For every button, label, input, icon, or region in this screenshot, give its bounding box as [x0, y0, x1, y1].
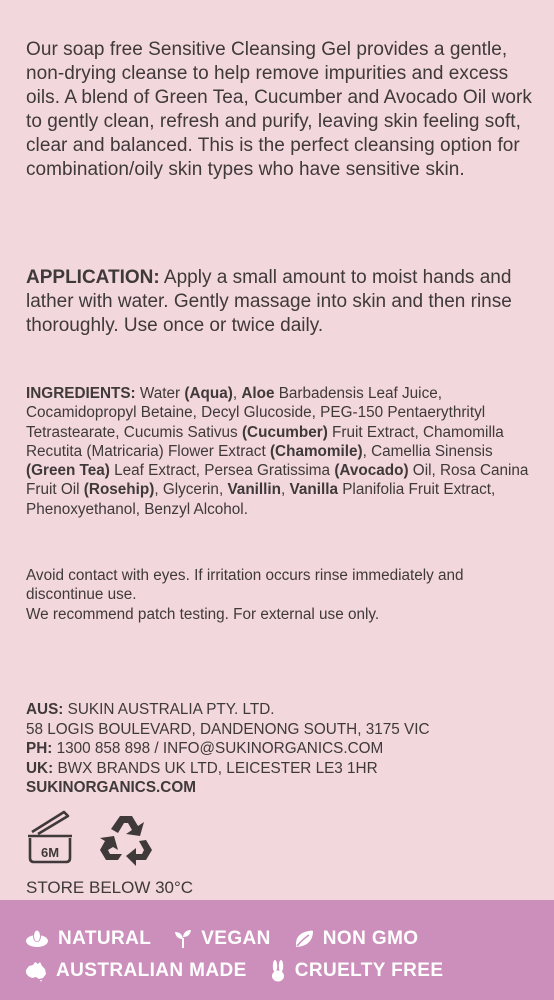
recycle-icon: [98, 810, 158, 866]
badges-row-2: [24, 960, 544, 982]
ingredient-text: Fruit Extract, Chamomilla Recutita (Matricaria) Flower Extract: [26, 423, 504, 460]
warnings-section: [26, 566, 536, 624]
badge-vegan-label: VEGAN: [201, 928, 271, 949]
application-text: Apply a small amount to moist hands and lather with water. Gently massage into skin and then rinse thoroughly. Use once or twice daily.: [26, 267, 512, 336]
ingredient-text: Leaf Extract, Persea Gratissima: [109, 462, 335, 480]
badge-cruelty-free-label: CRUELTY FREE: [294, 960, 444, 981]
ingredient-highlight: (Green Tea): [26, 462, 110, 480]
company-info: [26, 700, 546, 798]
leaf-icon: [293, 929, 315, 949]
phone-line: [26, 739, 546, 759]
badge-natural-label: NATURAL: [58, 928, 152, 949]
symbol-icons: [26, 808, 226, 868]
warning-patch-test: We recommend patch testing. For external use only.: [26, 605, 380, 623]
ingredient-highlight: (Avocado): [334, 462, 409, 480]
badge-vegan: [173, 928, 271, 950]
ingredient-highlight: (Rosehip): [83, 481, 155, 499]
badge-australian-made: [24, 960, 247, 982]
ingredient-text: ,: [281, 481, 290, 499]
ingredients-section: [26, 384, 536, 519]
phone-email: 1300 858 898 / INFO@SUKINORGANICS.COM: [52, 740, 384, 757]
ingredient-highlight: Vanilla: [289, 481, 338, 499]
storage-instruction: STORE BELOW 30°C: [26, 878, 194, 897]
ingredient-text: Planifolia Fruit Extract, Phenoxyethanol, Benzyl Alcohol.: [26, 481, 496, 518]
footer-banner: [0, 900, 554, 1000]
australia-map-icon: [24, 960, 48, 982]
uk-line: [26, 759, 546, 779]
badge-non-gmo-label: NON GMO: [322, 928, 419, 949]
aus-address: 58 LOGIS BOULEVARD, DANDENONG SOUTH, 3175 VIC: [26, 720, 430, 738]
ingredient-highlight: Aloe: [241, 385, 275, 402]
warning-eyes: Avoid contact with eyes. If irritation occurs rinse immediately and discontinue use.: [26, 567, 464, 604]
aus-label: AUS:: [26, 701, 64, 718]
sprout-icon: [173, 929, 193, 949]
badge-non-gmo: [293, 928, 419, 950]
ingredient-highlight: (Chamomile): [269, 442, 363, 460]
pao-label: 6M: [40, 845, 60, 860]
aus-line: [26, 700, 546, 720]
phone-label: PH:: [26, 740, 53, 757]
badge-natural: [24, 928, 151, 950]
ingredient-highlight: (Cucumber): [241, 423, 328, 441]
badge-australian-made-label: AUSTRALIAN MADE: [56, 960, 247, 981]
aus-company: SUKIN AUSTRALIA PTY. LTD.: [63, 701, 275, 718]
uk-company: BWX BRANDS UK LTD, LEICESTER LE3 1HR: [53, 759, 378, 777]
ingredient-text: Water: [135, 385, 185, 402]
badges-row-1: [24, 928, 544, 950]
bunny-icon: [269, 960, 287, 982]
uk-label: UK:: [26, 759, 54, 777]
ingredient-highlight: (Aqua): [184, 385, 233, 402]
flower-icon: [24, 930, 50, 948]
ingredient-text: ,: [232, 385, 242, 402]
ingredient-text: Oil, Rosa Canina Fruit Oil: [26, 462, 529, 499]
ingredient-text: , Camellia Sinensis: [362, 442, 493, 460]
badge-cruelty-free: [269, 960, 444, 982]
application-label: APPLICATION:: [26, 267, 160, 288]
ingredient-text: , Glycerin,: [154, 481, 228, 499]
ingredients-list: [26, 385, 528, 518]
ingredient-highlight: Vanillin: [227, 481, 282, 499]
period-after-opening-icon: [26, 808, 78, 864]
product-description: Our soap free Sensitive Cleansing Gel provides a gentle, non-drying cleanse to help remove impurities and excess oils. A blend of Green Tea, Cucumber and Avocado Oil work to gently clean, refresh and purify, leaving skin feeling soft, clear and balanced. This is the perfect cleansing option for combination/oily skin types who have sensitive skin.: [26, 39, 532, 180]
website: SUKINORGANICS.COM: [26, 779, 196, 796]
ingredient-text: Barbadensis Leaf Juice, Cocamidopropyl Betaine, Decyl Glucoside, PEG-150 Pentaerythrityl Tetrastearate, Cucumis Sativus: [26, 385, 486, 441]
ingredients-label: INGREDIENTS:: [26, 385, 136, 402]
application-section: [26, 266, 536, 338]
